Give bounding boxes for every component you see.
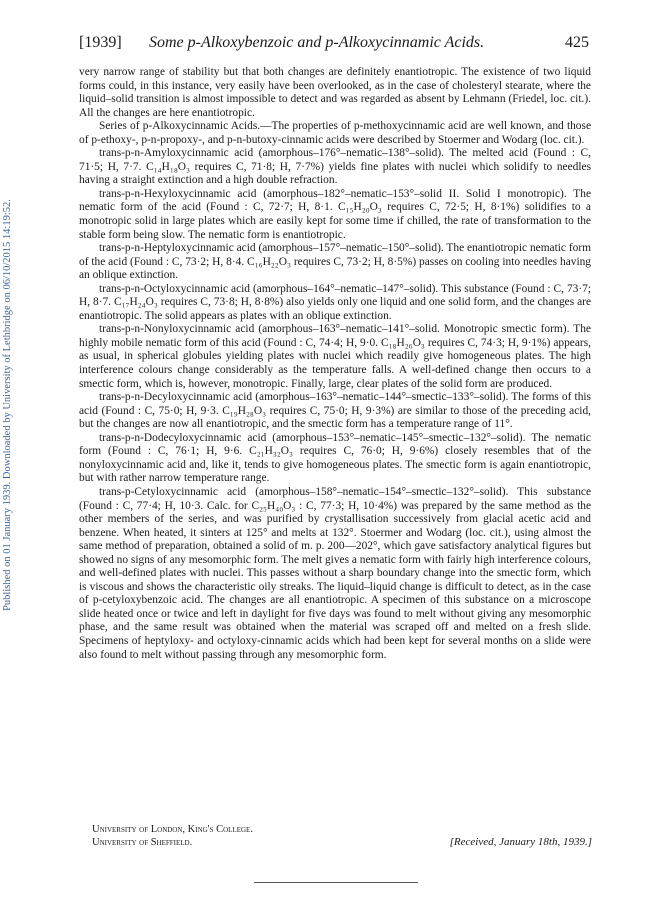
- paragraph-octyloxy: trans-p-n-Octyloxycinnamic acid (amorphous–164°–nematic–147°–solid). This substance (Found : C, 73·7; H, 8·7. C₁₇H₂₄O₃ requires C, 73·8; H, 8·8%) also yields only one liquid and one solid form, and the changes are enantiotropic. The solid appears as plates with an oblique extinction.: [79, 282, 591, 322]
- paragraph-nonyloxy: trans-p-n-Nonyloxycinnamic acid (amorphous–163°–nematic–141°–solid. Monotropic smectic form). The highly mobile nematic form of this acid (Found : C, 74·4; H, 9·0. C₁₈H₂₆O₃ requires C, 74·3; H, 9·1%) appears, as usual, in spherical globules yielding plates with nuclei which readily give homogeneous plates. The high interference colours change considerably as the temperature falls. A well-defined change then occurs to a smectic form, which is, however, monotropic. Finally, large, clear plates of the solid form are produced.: [79, 323, 591, 390]
- header-title: Some p-Alkoxybenzoic and p-Alkoxycinnamic Acids.: [149, 34, 485, 51]
- page-number: 425: [565, 34, 589, 51]
- affiliation-line-2: University of Sheffield.: [92, 837, 193, 848]
- paragraph-series-intro: Series of p-Alkoxycinnamic Acids.—The properties of p-methoxycinnamic acid are well known, and those of p-ethoxy-, p-n-propoxy-, and p-n-butoxy-cinnamic acids were described by Stoermer and Wodarg (loc. cit.).: [79, 120, 591, 146]
- paragraph-decyloxy: trans-p-n-Decyloxycinnamic acid (amorphous–163°–nematic–144°–smectic–133°–solid). The forms of this acid (Found : C, 75·0; H, 9·3. C₁₉H₂₈O₃ requires C, 75·0; H, 9·3%) are similar to those of the preceding acid, but the changes are now all enantiotropic, and the smectic form has a temperature range of 11°.: [79, 391, 591, 431]
- paragraph-amyloxy: trans-p-n-Amyloxycinnamic acid (amorphous–176°–nematic–138°–solid). The melted acid (Found : C, 71·5; H, 7·7. C₁₄H₁₈O₃ requires C, 71·8; H, 7·7%) yields fine plates with nuclei which solidify to needles having a straight extinction and a high double refraction.: [79, 147, 591, 187]
- download-watermark: [0, 155, 16, 655]
- header-year: [1939]: [79, 34, 122, 51]
- paragraph-hexyloxy: trans-p-n-Hexyloxycinnamic acid (amorphous–182°–nematic–153°–solid II. Solid I monotropic). The nematic form of the acid (Found : C, 72·7; H, 8·1. C₁₅H₂₀O₃ requires C, 72·5; H, 8·1%) solidifies to a monotropic solid in large plates which are easily kept for some time if chilled, the rate of transformation to the stable form being slow. The nematic form is enantiotropic.: [79, 187, 591, 241]
- paragraph-continuation: very narrow range of stability but that both changes are definitely enantiotropic. The existence of two liquid forms could, in this instance, very easily have been overlooked, as in the case of cholesteryl stearate, where the liquid–solid transition is almost impossible to detect and was regarded as absent by Lehmann (Friedel, loc. cit.). All the changes are here enantiotropic.: [79, 66, 591, 119]
- paragraph-cetyloxy: trans-p-Cetyloxycinnamic acid (amorphous–158°–nematic–154°–smectic–132°–solid). This substance (Found : C, 77·4; H, 10·3. Calc. for C₂₅H₄₀O₃ : C, 77·3; H, 10·4%) was prepared by the same method as the other members of the series, and was purified by crystallisation successively from glacial acetic acid and benzene. When heated, it sinters at 125° and melts at 132°. Stoermer and Wodarg (loc. cit.), using almost the same method of preparation, obtained a solid of m. p. 200—202°, which gave satisfactory analytical figures but showed no signs of any mesomorphic form. The melt gives a nematic form with fairly high interference colours, and well-defined plates with nuclei. This passes without a sharp boundary change into the smectic form, which is viscous and shows the characteristic oily streaks. The liquid–liquid change is difficult to detect, as in the case of p-cetyloxybenzoic acid. The changes are all enantiotropic. A specimen of this substance on a microscope slide heated once or twice and left in daylight for five days was found to melt without giving any mesomorphic phase, and the same result was obtained when the material was scraped off and melted on a fresh slide. Specimens of heptyloxy- and octyloxy-cinnamic acids which had been kept for several months on a slide were also found to melt without passing through any mesomorphic form.: [79, 485, 591, 661]
- end-rule: [254, 882, 418, 883]
- received-date: [Received, January 18th, 1939.]: [449, 836, 592, 848]
- running-header: [79, 34, 589, 54]
- affiliation-line-1: University of London, King's College.: [92, 824, 253, 835]
- watermark-text: Published on 01 January 1939. Downloaded by University of Lethbridge on 06/10/2015 14:19:52.: [2, 199, 13, 611]
- article-body: [79, 66, 591, 662]
- paragraph-heptyloxy: trans-p-n-Heptyloxycinnamic acid (amorphous–157°–nematic–150°–solid). The enantiotropic nematic form of the acid (Found : C, 73·2; H, 8·4. C₁₆H₂₂O₃ requires C, 73·2; H, 8·5%) passes on cooling into needles having an oblique extinction.: [79, 242, 591, 282]
- paragraph-dodecyloxy: trans-p-n-Dodecyloxycinnamic acid (amorphous–153°–nematic–145°–smectic–132°–solid). The nematic form (Found : C, 76·1; H, 9·6. C₂₁H₃₂O₃ requires C, 76·0; H, 9·6%) closely resembles that of the nonyloxycinnamic acid and, like it, tends to give homogeneous plates. The smectic form is again enantiotropic, but with rather narrow temperature range.: [79, 431, 591, 485]
